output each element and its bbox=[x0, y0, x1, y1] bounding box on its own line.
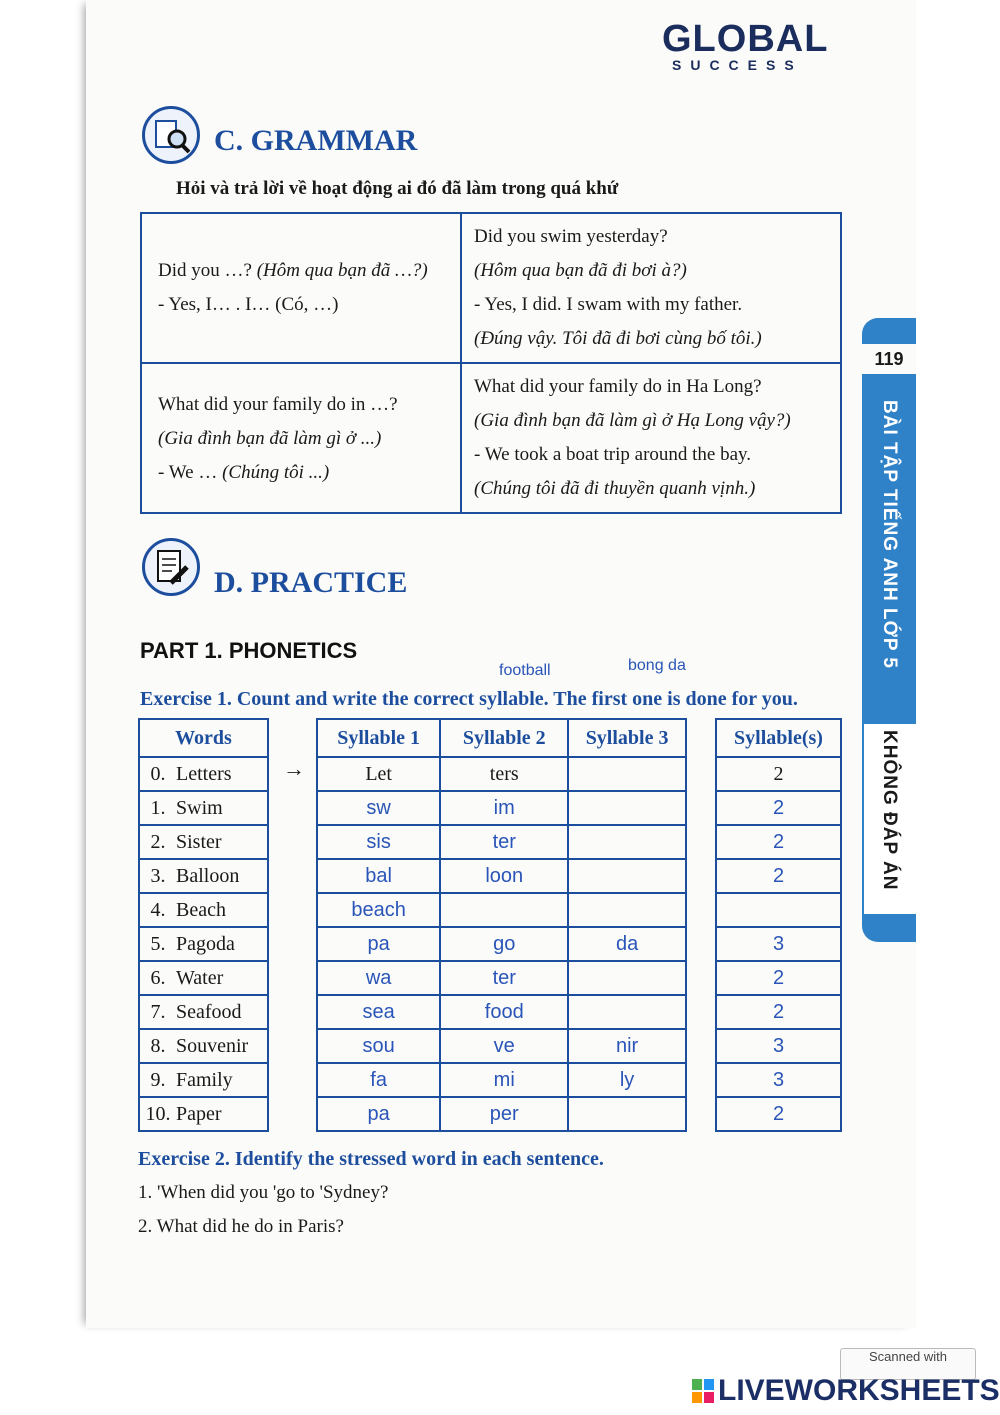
handwritten-note: football bbox=[499, 662, 551, 679]
word-number: 7. bbox=[150, 1000, 166, 1023]
syllable-s1-input[interactable]: pa bbox=[317, 927, 440, 961]
syllable-count-input[interactable]: 2 bbox=[716, 825, 841, 859]
side-tab-subtitle: KHÔNG ĐÁP ÁN bbox=[879, 730, 900, 891]
word-cell bbox=[139, 1097, 268, 1131]
exercise2-title: Exercise 2. Identify the stressed word in each sentence. bbox=[138, 1148, 604, 1170]
word-number: 5. bbox=[150, 932, 166, 955]
sentence-2: 2. What did he do in Paris? bbox=[138, 1216, 344, 1237]
grammar-translation: (Chúng tôi đã đi thuyền quanh vịnh.) bbox=[474, 478, 756, 499]
syllable3-header: Syllable 3 bbox=[568, 719, 686, 757]
word-cell bbox=[139, 927, 268, 961]
syllable-s2-input[interactable]: mi bbox=[440, 1063, 568, 1097]
words-header: Words bbox=[139, 719, 268, 757]
grammar-text: - We took a boat trip around the bay. bbox=[474, 444, 752, 465]
grammar-cell bbox=[474, 220, 838, 356]
syllable-s1-input[interactable]: wa bbox=[317, 961, 440, 995]
page-number: 119 bbox=[862, 344, 916, 374]
word-number: 4. bbox=[150, 898, 166, 921]
syllable-s1-input[interactable]: bal bbox=[317, 859, 440, 893]
word-cell bbox=[139, 995, 268, 1029]
syllable-s3-input bbox=[568, 757, 686, 791]
syllable-count-input[interactable]: 2 bbox=[716, 1097, 841, 1131]
word-text: Letters bbox=[176, 762, 232, 785]
grammar-cell bbox=[158, 254, 454, 322]
word-number: 9. bbox=[150, 1068, 166, 1091]
grammar-cell bbox=[474, 370, 838, 506]
syllable-s2-input: ters bbox=[440, 757, 568, 791]
grammar-text: What did your family do in Ha Long? bbox=[474, 376, 762, 397]
grammar-cell bbox=[158, 388, 454, 490]
grammar-text: - We … bbox=[158, 462, 223, 483]
syllable-s2-input[interactable]: food bbox=[440, 995, 568, 1029]
word-number: 6. bbox=[150, 966, 166, 989]
word-number: 3. bbox=[150, 864, 166, 887]
word-number: 1. bbox=[150, 796, 166, 819]
count-header: Syllable(s) bbox=[716, 719, 841, 757]
word-cell bbox=[139, 825, 268, 859]
grammar-subtitle: Hỏi và trả lời về hoạt động ai đó đã làm trong quá khứ bbox=[176, 178, 619, 199]
grammar-text: - Yes, I did. I swam with my father. bbox=[474, 294, 743, 315]
syllable-s2-input[interactable]: im bbox=[440, 791, 568, 825]
syllable-s1-input[interactable]: beach bbox=[317, 893, 440, 927]
grammar-translation: (Hôm qua bạn đã …?) bbox=[256, 260, 428, 281]
word-text: Swim bbox=[176, 796, 223, 819]
syllable-s1-input: Let bbox=[317, 757, 440, 791]
word-number: 2. bbox=[150, 830, 166, 853]
word-text: Pagoda bbox=[176, 932, 235, 955]
syllable-count-input[interactable]: 2 bbox=[716, 961, 841, 995]
syllable-s3-input[interactable] bbox=[568, 859, 686, 893]
syllable-s3-input[interactable] bbox=[568, 893, 686, 927]
syllable-s3-input[interactable]: nir bbox=[568, 1029, 686, 1063]
syllable2-header: Syllable 2 bbox=[440, 719, 568, 757]
grammar-magnifier-icon bbox=[142, 106, 200, 164]
syllable-s2-input[interactable]: go bbox=[440, 927, 568, 961]
word-cell bbox=[139, 961, 268, 995]
side-tab-title: BÀI TẬP TIẾNG ANH LỚP 5 bbox=[879, 400, 900, 669]
practice-section-title: D. PRACTICE bbox=[214, 566, 408, 599]
liveworksheets-brand[interactable] bbox=[692, 1374, 1000, 1408]
grammar-text: What did your family do in …? bbox=[158, 394, 398, 415]
grammar-section-title: C. GRAMMAR bbox=[214, 124, 418, 157]
grammar-text: Did you …? bbox=[158, 260, 257, 281]
word-cell bbox=[139, 893, 268, 927]
grammar-table bbox=[140, 212, 842, 514]
word-cell bbox=[139, 1029, 268, 1063]
global-success-logo bbox=[662, 18, 828, 73]
handwritten-note: bong da bbox=[628, 657, 686, 674]
word-text: Balloon bbox=[176, 864, 240, 887]
syllable-s3-input[interactable] bbox=[568, 995, 686, 1029]
grammar-translation: (Gia đình bạn đã làm gì ở Hạ Long vậy?) bbox=[474, 410, 791, 431]
syllable-s3-input[interactable] bbox=[568, 791, 686, 825]
word-number: 10. bbox=[145, 1102, 171, 1125]
word-text: Beach bbox=[176, 898, 226, 921]
syllable-s2-input[interactable]: ve bbox=[440, 1029, 568, 1063]
syllable-s2-input[interactable]: loon bbox=[440, 859, 568, 893]
word-number: 0. bbox=[150, 762, 166, 785]
syllable-count-input[interactable]: 3 bbox=[716, 1029, 841, 1063]
grammar-translation: (Đúng vậy. Tôi đã đi bơi cùng bố tôi.) bbox=[474, 328, 762, 349]
syllable-s3-input[interactable]: da bbox=[568, 927, 686, 961]
syllable-s2-input[interactable] bbox=[440, 893, 568, 927]
syllable-s1-input[interactable]: sw bbox=[317, 791, 440, 825]
word-text: Family bbox=[176, 1068, 233, 1091]
syllable-count-input: 2 bbox=[716, 757, 841, 791]
syllable-count-input[interactable] bbox=[716, 893, 841, 927]
syllable-s1-input[interactable]: pa bbox=[317, 1097, 440, 1131]
word-number: 8. bbox=[150, 1034, 166, 1057]
logo-sub-text: SUCCESS bbox=[672, 57, 803, 73]
part-title: PART 1. PHONETICS bbox=[140, 638, 358, 663]
syllable1-header: Syllable 1 bbox=[317, 719, 440, 757]
word-cell bbox=[139, 757, 268, 791]
word-text: Souvenir bbox=[176, 1034, 249, 1057]
syllable-count-input[interactable]: 3 bbox=[716, 1063, 841, 1097]
syllable-s1-input[interactable]: sea bbox=[317, 995, 440, 1029]
grammar-translation: (Hôm qua bạn đã đi bơi à?) bbox=[474, 260, 687, 281]
example-arrow: → bbox=[283, 756, 305, 781]
word-text: Water bbox=[176, 966, 224, 989]
syllable-count-input[interactable]: 2 bbox=[716, 995, 841, 1029]
syllable-s3-input[interactable] bbox=[568, 961, 686, 995]
grammar-translation: (Chúng tôi ...) bbox=[222, 462, 330, 483]
syllable-s2-input[interactable]: per bbox=[440, 1097, 568, 1131]
exercise1-title: Exercise 1. Count and write the correct syllable. The first one is done for you. bbox=[140, 688, 798, 710]
syllable-s3-input[interactable] bbox=[568, 1097, 686, 1131]
syllable-count-input[interactable]: 2 bbox=[716, 791, 841, 825]
word-text: Seafood bbox=[176, 1000, 242, 1023]
syllable-s1-input[interactable]: sis bbox=[317, 825, 440, 859]
word-text: Sister bbox=[176, 830, 222, 853]
brand-text: LIVEWORKSHEETS bbox=[718, 1374, 1000, 1407]
logo-main-text: GLOBAL bbox=[662, 18, 829, 60]
liveworksheets-logo-icon bbox=[692, 1377, 714, 1401]
syllable-s2-input[interactable]: ter bbox=[440, 961, 568, 995]
syllable-s1-input[interactable]: fa bbox=[317, 1063, 440, 1097]
count-table bbox=[715, 718, 842, 1132]
word-cell bbox=[139, 791, 268, 825]
syllable-s2-input[interactable]: ter bbox=[440, 825, 568, 859]
syllable-count-input[interactable]: 3 bbox=[716, 927, 841, 961]
word-text: Paper bbox=[176, 1102, 222, 1125]
syllables-table bbox=[316, 718, 687, 1132]
syllable-s1-input[interactable]: sou bbox=[317, 1029, 440, 1063]
grammar-text: - Yes, I… . I… (Có, …) bbox=[158, 294, 339, 315]
grammar-translation: (Gia đình bạn đã làm gì ở ...) bbox=[158, 428, 382, 449]
syllable-s3-input[interactable]: ly bbox=[568, 1063, 686, 1097]
scan-text: Scanned with bbox=[868, 1349, 948, 1364]
sentence-1: 1. 'When did you 'go to 'Sydney? bbox=[138, 1182, 389, 1203]
grammar-text: Did you swim yesterday? bbox=[474, 226, 668, 247]
syllable-s3-input[interactable] bbox=[568, 825, 686, 859]
syllable-count-input[interactable]: 2 bbox=[716, 859, 841, 893]
practice-pencil-icon bbox=[142, 538, 200, 596]
words-table bbox=[138, 718, 269, 1132]
word-cell bbox=[139, 859, 268, 893]
word-cell bbox=[139, 1063, 268, 1097]
